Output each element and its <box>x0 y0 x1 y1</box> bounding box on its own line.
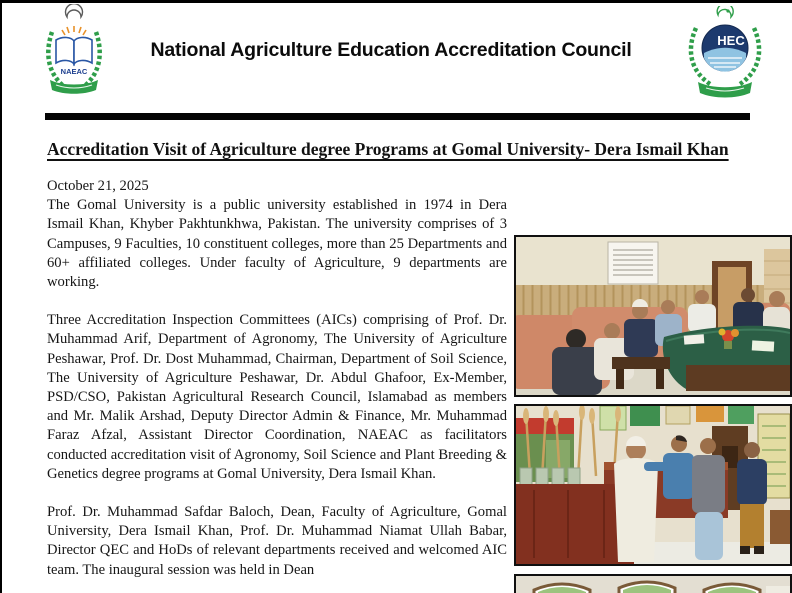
specimen-room-photo <box>514 404 792 566</box>
article-body <box>47 177 507 580</box>
article-heading: Accreditation Visit of Agriculture degree Programs at Gomal University- Dera Ismail Khan <box>47 139 729 159</box>
article-date: October 21, 2025 <box>47 178 149 194</box>
specimen-room-photo-image <box>516 406 790 564</box>
meeting-room-photo <box>514 235 792 397</box>
arched-windows-photo <box>514 574 792 593</box>
hec-logo-text: HEC <box>717 33 745 48</box>
article <box>2 135 792 580</box>
naeac-logo-icon <box>40 4 108 98</box>
org-title: National Agriculture Education Accreditation Council <box>150 39 632 61</box>
meeting-room-photo-image <box>516 237 790 395</box>
hec-logo-icon <box>684 6 766 100</box>
arched-windows-photo-image <box>516 576 790 593</box>
paragraph-welcome: Prof. Dr. Muhammad Safdar Baloch, Dean, Faculty of Agriculture, Gomal University, Dera Ismail Khan, Prof. Dr. Muhammad Niamat Ullah Babar, Director QEC and HoDs of relevant departments received and welcomed AIC team. The inaugural session was held in Dean <box>47 504 507 578</box>
photo-column <box>514 235 792 593</box>
document-header <box>2 3 792 113</box>
naeac-logo-text: NAEAC <box>60 67 88 76</box>
naeac-logo <box>40 4 108 98</box>
hec-logo <box>684 6 766 100</box>
header-divider-rule <box>45 113 750 120</box>
paragraph-committees: Three Accreditation Inspection Committees (AICs) comprising of Prof. Dr. Muhammad Arif, Department of Agronomy, The University of Agriculture Peshawar, Prof. Dr. Dost Muhammad, Chairman, Department of Soil Science, The University of Agriculture Peshawar, Dr. Abdul Ghafoor, Ex-Member, PSD/CSO, Pakistan Agricultural Research Council, Islamabad as members and Mr. Malik Arshad, Deputy Director Admin & Finance, Mr. Muhammad Faraz Afzal, Assistant Director Coordination, NAEAC as facilitators conducted accreditation visit of Agronomy, Soil Science and Plant Breeding & Genetics degree programs at Gomal University, Dera Ismail Khan. <box>47 312 507 482</box>
paragraph-university-intro: The Gomal University is a public university established in 1974 in Dera Ismail Khan, Khyber Pakhtunkhwa, Pakistan. The university comprises of 3 Campuses, 9 Faculties, 10 constituent colleges, more than 25 Departments and 60+ affiliated colleges. Under faculty of Agriculture, 9 departments are working. <box>47 197 507 291</box>
